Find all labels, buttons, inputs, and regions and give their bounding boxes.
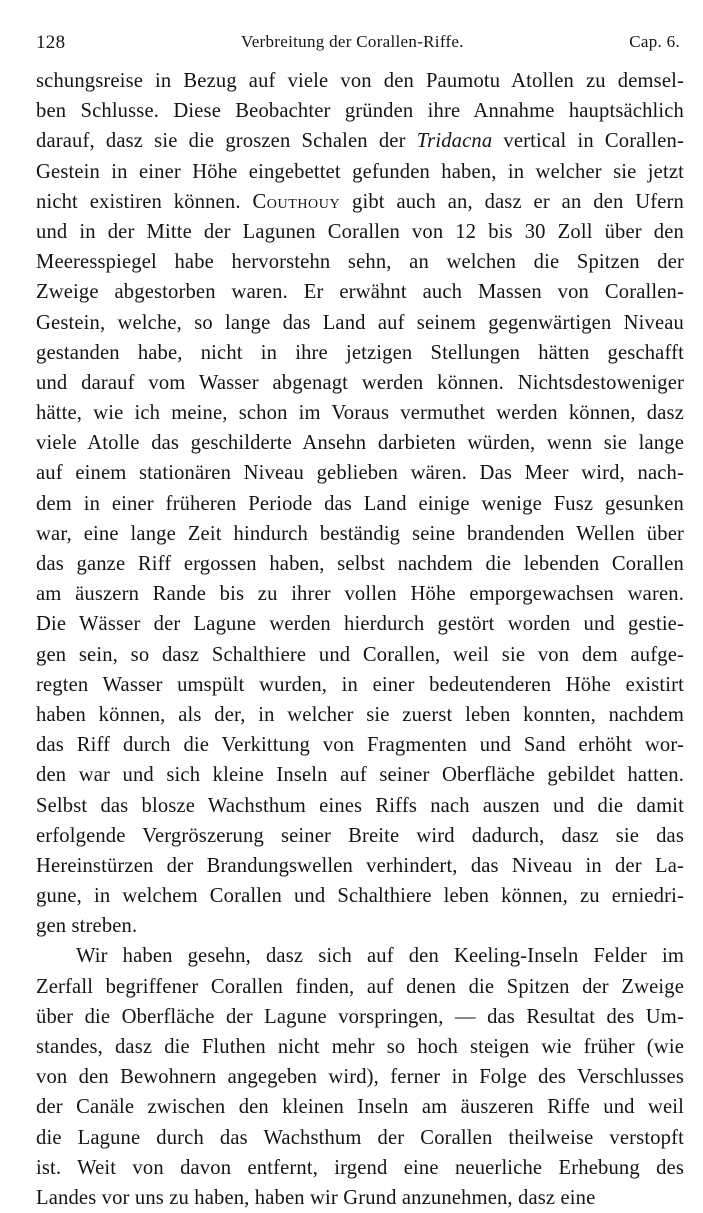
text-line: Die Wässer der Lagune werden hierdurch gestört worden und gestie-: [36, 613, 684, 636]
running-header: [36, 28, 684, 62]
text-line: von den Bewohnern angegeben wird), ferner in Folge des Verschlusses: [36, 1066, 684, 1089]
paragraph-2: [36, 941, 684, 1213]
author-name: Couthouy: [252, 190, 341, 213]
text-line: regten Wasser umspült wurden, in einer bedeutenderen Höhe existirt: [36, 673, 684, 696]
text-line: [36, 126, 684, 156]
body-text: [36, 66, 684, 1213]
text-line: Zweige abgestorben waren. Er erwähnt auch Massen von Corallen-: [36, 281, 684, 304]
text-line: auf einem stationären Niveau geblieben wären. Das Meer wird, nach-: [36, 462, 684, 485]
text-line: gen sein, so dasz Schalthiere und Corallen, weil sie von dem aufge-: [36, 643, 684, 666]
text-line: Wir haben gesehn, dasz sich auf den Keeling-Inseln Felder im: [76, 945, 684, 968]
text-line: der Canäle zwischen den kleinen Inseln am äuszeren Riffe und weil: [36, 1096, 684, 1119]
text-line: gen streben.: [36, 915, 138, 938]
text-line: haben können, als der, in welcher sie zuerst leben konnten, nachdem: [36, 703, 684, 726]
chapter-label: Cap. 6.: [629, 32, 680, 51]
text-line: ben Schlusse. Diese Beobachter gründen ihre Annahme hauptsächlich: [36, 100, 684, 123]
text-line: gestanden habe, nicht in ihre jetzigen Stellungen hätten geschafft: [36, 341, 684, 364]
text-line: die Lagune durch das Wachsthum der Corallen theilweise verstopft: [36, 1126, 684, 1149]
text-line: und in der Mitte der Lagunen Corallen von 12 bis 30 Zoll über den: [36, 220, 684, 243]
text-line: den war und sich kleine Inseln auf seiner Oberfläche gebildet hatten.: [36, 764, 684, 787]
text-line: das ganze Riff ergossen haben, selbst nachdem die lebenden Corallen: [36, 553, 684, 575]
text-line: Landes vor uns zu haben, haben wir Grund anzunehmen, dasz eine: [36, 1186, 596, 1209]
text-line: war, eine lange Zeit hindurch beständig seine brandenden Wellen über: [36, 522, 684, 545]
text-line: viele Atolle das geschilderte Ansehn darbieten würden, wenn sie lange: [36, 432, 684, 455]
text-line: Zerfall begriffener Corallen finden, auf denen die Spitzen der Zweige: [36, 975, 684, 998]
paragraph-1: [36, 66, 684, 941]
text-line: das Riff durch die Verkittung von Fragmenten und Sand erhöht wor-: [36, 734, 684, 757]
text-line: gune, in welchem Corallen und Schalthiere leben können, zu erniedri-: [36, 885, 684, 908]
text-line: schungsreise in Bezug auf viele von den Paumotu Atollen zu demsel-: [36, 70, 684, 92]
text-line: Gestein, welche, so lange das Land auf seinem gegenwärtigen Niveau: [36, 311, 684, 334]
text-line: ist. Weit von davon entfernt, irgend eine neuerliche Erhebung des: [36, 1156, 684, 1179]
text-segment: vertical in Corallen-: [492, 130, 684, 153]
text-line: Gestein in einer Höhe eingebettet gefunden haben, in welcher sie jetzt: [36, 160, 684, 183]
italic-term: Tridacna: [416, 130, 493, 153]
text-line: am äuszern Rande bis zu ihrer vollen Höhe emporgewachsen waren.: [36, 583, 684, 606]
text-line: erfolgende Vergröszerung seiner Breite wird dadurch, dasz sie das: [36, 824, 684, 847]
text-line: standes, dasz die Fluthen nicht mehr so hoch steigen wie früher (wie: [36, 1036, 684, 1058]
text-line: über die Oberfläche der Lagune vorspringen, — das Resultat des Um-: [36, 1005, 684, 1028]
text-line: Meeresspiegel habe hervorstehn sehn, an welchen die Spitzen der: [36, 251, 684, 274]
page-number: 128: [36, 32, 66, 53]
text-segment: darauf, dasz sie die groszen Schalen der: [36, 130, 417, 153]
text-line: und darauf vom Wasser abgenagt werden können. Nichtsdestoweniger: [36, 371, 684, 394]
text-segment: nicht existiren können.: [36, 190, 253, 213]
text-line: Hereinstürzen der Brandungswellen verhindert, das Niveau in der La-: [36, 854, 684, 877]
running-title: Verbreitung der Corallen-Riffe.: [241, 32, 464, 51]
text-line: hätte, wie ich meine, schon im Voraus vermuthet werden können, dasz: [36, 402, 684, 425]
text-line: Selbst das blosze Wachsthum eines Riffs nach auszen und die damit: [36, 794, 684, 817]
text-line: dem in einer früheren Periode das Land einige wenige Fusz gesunken: [36, 492, 684, 515]
text-segment: gibt auch an, dasz er an den Ufern: [340, 190, 684, 213]
text-line: [36, 187, 684, 217]
book-page: [36, 28, 684, 1213]
